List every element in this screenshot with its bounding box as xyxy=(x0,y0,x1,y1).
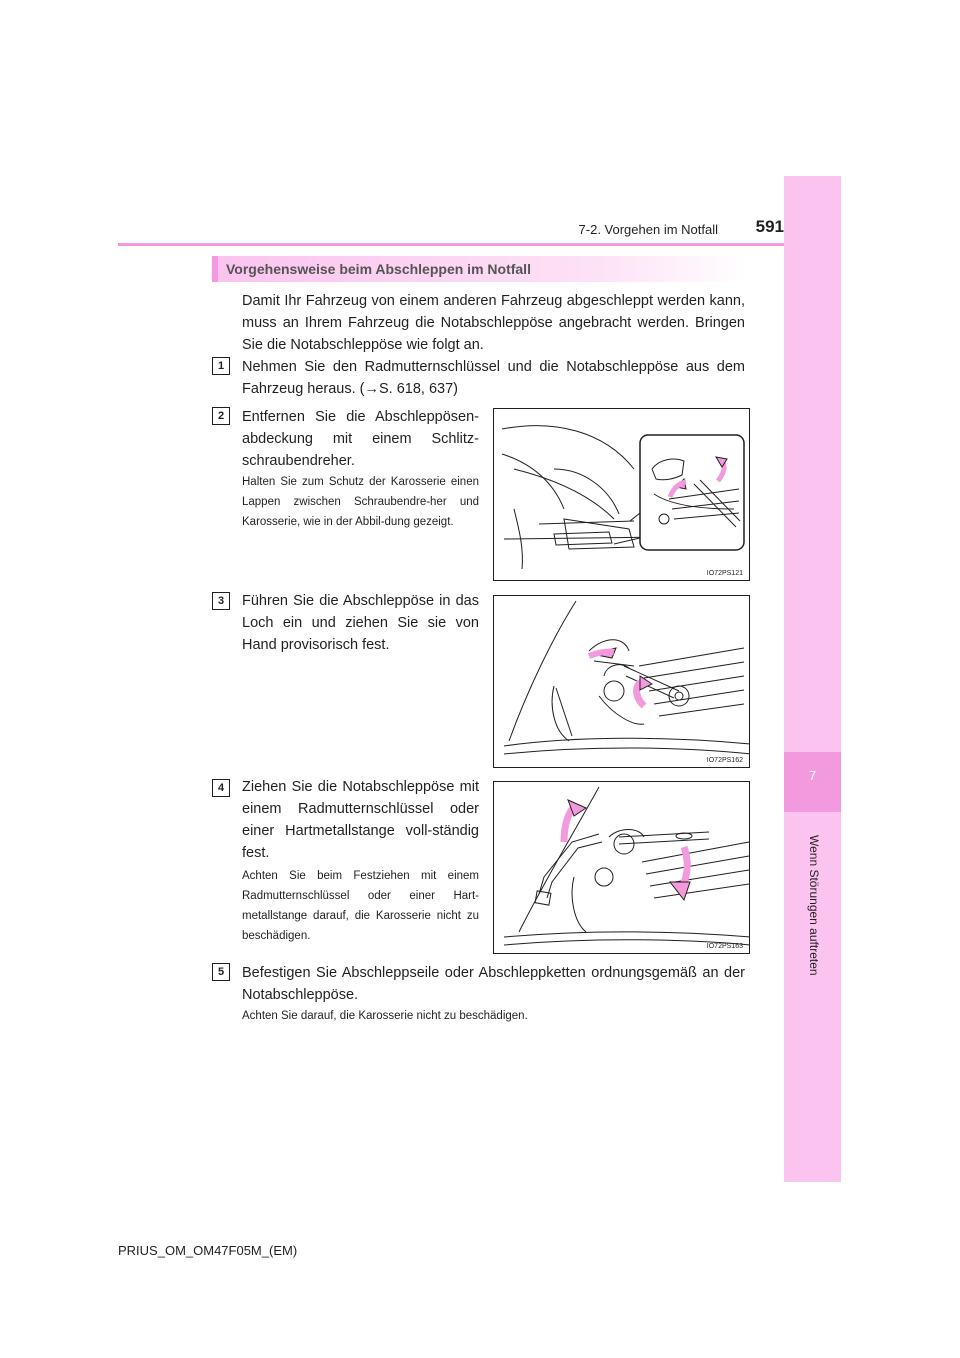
step-3-text: Führen Sie die Abschleppöse in das Loch ein und ziehen Sie sie von Hand provisorisch fest. xyxy=(242,593,479,653)
chapter-number: 7 xyxy=(808,768,817,783)
footer-doc-code: PRIUS_OM_OM47F05M_(EM) xyxy=(118,1243,298,1258)
figure-code: IO72PS121 xyxy=(706,570,743,577)
step-number-1: 1 xyxy=(212,357,230,375)
step-number-5: 5 xyxy=(212,963,230,981)
step-number-4: 4 xyxy=(212,779,230,797)
illustration-insert-eye xyxy=(494,596,750,768)
step-5-note: Achten Sie darauf, die Karosserie nicht zu beschädigen. xyxy=(242,1010,528,1022)
figure-insert-eye xyxy=(493,595,750,768)
step-4-note: Achten Sie beim Festziehen mit einem Radmutternschlüssel oder einer Hart-metallstange darauf, die Karosserie nicht zu beschädigen. xyxy=(242,870,479,942)
step-2-note: Halten Sie zum Schutz der Karosserie einen Lappen zwischen Schraubendre-her und Karosserie, wie in der Abbil-dung gezeigt. xyxy=(242,476,479,528)
figure-remove-cover xyxy=(493,408,750,581)
step-1-text: Nehmen Sie den Radmutternschlüssel und die Notabschleppöse aus dem Fahrzeug heraus. (→S. 618, 637) xyxy=(242,359,745,397)
illustration-remove-cover xyxy=(494,409,750,581)
chapter-title-vertical xyxy=(804,835,824,1050)
section-heading-text: Vorgehensweise beim Abschleppen im Notfall xyxy=(226,261,531,277)
header-rule xyxy=(118,243,784,246)
step-5-text: Befestigen Sie Abschleppseile oder Abschleppketten ordnungsgemäß an der Notabschleppöse. xyxy=(242,965,745,1003)
intro-paragraph: Damit Ihr Fahrzeug von einem anderen Fahrzeug abgeschleppt werden kann, muss an Ihrem Fahrzeug die Notabschleppöse angebracht werden. Bringen Sie die Notabschleppöse wie folgt an. xyxy=(242,293,745,353)
header-section-title: 7-2. Vorgehen im Notfall xyxy=(578,222,718,237)
step-2-text: Entfernen Sie die Abschleppösen-abdeckung mit einem Schlitz-schraubendreher. xyxy=(242,409,479,469)
step-number-2: 2 xyxy=(212,407,230,425)
illustration-tighten-eye xyxy=(494,782,750,954)
page-number: 591 xyxy=(755,217,784,236)
section-heading xyxy=(212,256,749,282)
figure-tighten-eye xyxy=(493,781,750,954)
figure-code: IO72PS163 xyxy=(706,943,743,950)
figure-code: IO72PS162 xyxy=(706,757,743,764)
step-4-text: Ziehen Sie die Notabschleppöse mit einem Radmutternschlüssel oder einer Hartmetallstange voll-ständig fest. xyxy=(242,779,479,861)
chapter-title: Wenn Störungen auftreten xyxy=(807,835,821,976)
step-number-3: 3 xyxy=(212,592,230,610)
section-heading-bar xyxy=(212,256,218,282)
